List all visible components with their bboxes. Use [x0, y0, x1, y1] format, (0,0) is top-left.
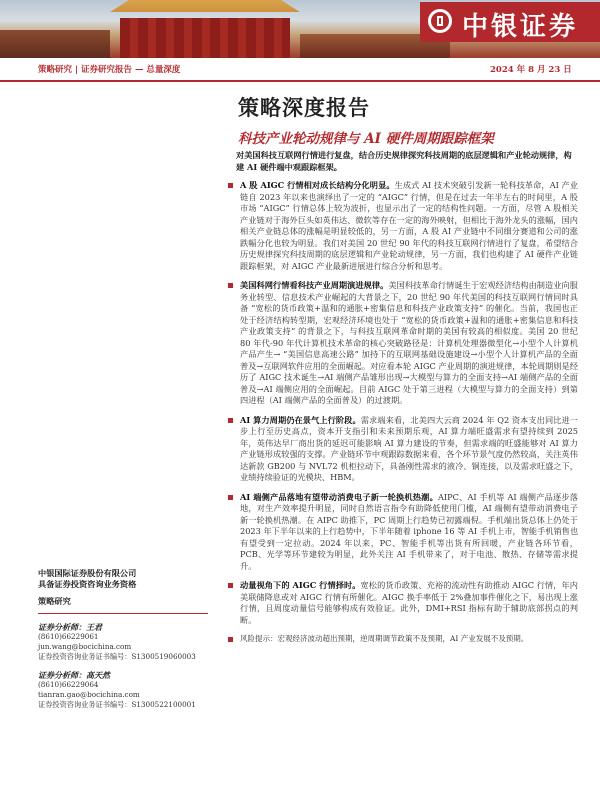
bullet-lead: 动量视角下的 AIGC 行情择时。: [240, 580, 361, 590]
analyst-sidebar: [38, 568, 208, 710]
research-type: 策略研究: [38, 596, 71, 606]
banner-building-left: [0, 30, 110, 58]
bullet-lead: A 股 AIGC 行情相对成长结构分化明显。: [240, 180, 395, 190]
bullet-lead: AI 算力周期仍在景气上行阶段。: [240, 414, 361, 425]
bullet-lead: 美国科网行情看科技产业周期演进规律。: [240, 280, 389, 290]
bullet-lead: AI 端侧产品落地有望带动消费电子新一轮换机热潮。: [240, 491, 438, 502]
page-title: 策略深度报告: [238, 95, 370, 120]
analyst-name: 证券分析师：高天然: [38, 670, 110, 680]
analyst-phone: (8610)66229064: [38, 680, 99, 689]
page-subtitle: 科技产业轮动规律与 AI 硬件周期跟踪框架: [238, 131, 494, 147]
report-header: [0, 58, 600, 82]
bullet-square-icon: [228, 283, 233, 288]
sidebar-divider: [38, 613, 208, 614]
summary-paragraph: 对美国科技互联网行情进行复盘，结合历史规律探究科技周期的底层逻辑和产业轮动规律，构建 AI 硬件端中观跟踪框架。: [236, 150, 572, 172]
banner-palace-hall: [120, 18, 290, 58]
bullet-square-icon: [228, 495, 233, 500]
analyst-card: [38, 622, 208, 662]
bullet-item: [226, 580, 578, 626]
bullet-item: [226, 492, 578, 573]
analyst-email[interactable]: jun.wang@bocichina.com: [38, 642, 132, 651]
analyst-phone: (8610)66229061: [38, 632, 99, 641]
bullet-text: 生成式 AI 技术突破引发新一轮科技革命，AI 产业链自 2023 年以来也演绎出了一定的 “AIGC” 行情，但是在过去一年半左右的时间里，A 股市场 “AIGC” 行情总体上较为波折，也显示出了一定的结构性问题。一方面，尽管 A 股相关产业链对于海外巨头如英伟达、微软等存在一定的海外映射，但相比于海外龙头的涨幅，国内相关产业链总体的涨幅是明显较低的，另一方面，A 股 AI 产业链中不同细分赛道和公司的涨跌幅分化也较为明显。我们对美国 20 世纪 90 年代的科技互联网行情进行了复盘，希望结合历史规律探究科技周期的底层逻辑和产业轮动规律，另一方面，我们也构建了 AI 硬件产业链跟踪框架，对 AIGC 产业最新进展进行综合分析和思考。: [240, 180, 578, 271]
bullet-item: [226, 415, 578, 484]
company-name: 中银国际证券股份有限公司 具备证券投资咨询业务资格: [38, 568, 137, 589]
analyst-card: [38, 670, 208, 710]
risk-note: [226, 634, 578, 645]
bullet-square-icon: [228, 183, 233, 188]
bank-logo-icon: [428, 9, 452, 33]
bullet-square-icon: [228, 583, 233, 588]
key-points: [226, 180, 578, 653]
analyst-cert: 证券投资咨询业务证书编号：S1300522100001: [38, 700, 196, 709]
bullet-item: [226, 180, 578, 272]
analyst-cert: 证券投资咨询业务证书编号：S1300519060003: [38, 652, 196, 661]
report-date: 2024 年 8 月 23 日: [490, 65, 572, 75]
bank-logo: [420, 2, 600, 42]
analyst-email[interactable]: tianran.gao@bocichina.com: [38, 690, 140, 699]
analyst-name: 证券分析师：王君: [38, 622, 102, 632]
risk-note-text: 风险提示：宏观经济波动超出预期，逆周期调节政策不及预期，AI 产业发展不及预期。: [240, 634, 529, 643]
bullet-text: 宽松的货币政策、充裕的流动性有助推动 AIGC 行情，年内美联储降息或对 AIGC 行情有所催化。AIGC 换手率低于 2%叠加事件催化之下，易出现上涨行情，且周度动量信号能够构成有效验证。此外，DMI+RSI 指标有助于辅助底部拐点的判断。: [240, 580, 578, 625]
bullet-square-icon: [228, 418, 233, 423]
header-banner: [0, 0, 600, 58]
bullet-square-icon: [228, 637, 233, 642]
bank-name: 中银证券: [462, 12, 579, 42]
bullet-text: 美国科技革命行情诞生于宏观经济结构由制造业向服务业转型、信息技术产业崛起的大背景之下，20 世纪 90 年代美国的科技互联网行情同时具备 “宽松的货币政策+温和的通胀+密集信息和科技产业政策支持” 的催化。当前，我国也正处于经济结构转型期，宏观经济环境也处于 “宽松的货币政策+温和的通胀+密集信息和科技产业政策支持” 的背景之下，与科技互联网革命时期的美国有较高的相似度。美国 20 世纪 80 年代-90 年代计算机技术革命的核心突破路径是：计算机处理器微型化→小型个人计算机产品产生→ “美国信息高速公路” 加持下的互联网基础设施建设→小型个人计算机产品的全面普及→互联网软件应用的全面崛起。对应看本轮 AIGC 产业周期的演进规律，本轮周期则是经历了 AIGC 技术诞生→AI 端侧产品雏形出现→大模型与算力的全面支持→AI 端侧产品的全面普及→AI 端侧应用的全面崛起。目前 AIGC 处于第三进程（大模型与算力的全面支持）到第四进程（AI 端侧产品的全面普及）的过渡期。: [240, 280, 578, 405]
bullet-text: AIPC、AI 手机等 AI 端侧产品逐步落地，对生产效率提升明显，同时自然语言指令有助降低使用门槛，AI 端侧有望带动消费电子新一轮换机热潮。在 AIPC 助推下，PC 周期上行趋势已初露端倪。手机端出货总体上仍处于 2023 年下半年以来的上行趋势中，下半年随着 iphone 16 等 AI 手机上市，智能手机销售也有望受到一定拉动。2024 年以来，PC、智能手机等出货有所回暖，产业链各环节看，PCB、光学等环节建较为明显，此外关注 AI 手机带来了，对于电池、散热、存储等需求提升。: [240, 491, 579, 571]
bullet-item: [226, 280, 578, 407]
report-category: 策略研究 | 证券研究报告 — 总量深度: [38, 65, 181, 75]
bullet-text: 需求端来看，北美四大云商 2024 年 Q2 资本支出同比进一步上行至历史高点，资本开支指引和未来预期乐观，AI 算力端旺盛需求有望持续到 2025 年，英伟达早厂商出货的延迟可能影响 AI 算力建设的节奏，但需求端的旺盛能够对 AI 算力产业链形成较强的支撑。产业链环节中观跟踪数据来看，各个环节景气度仍然较高，关注英伟达新款 GB200 与 NVL72 机柜拉动下，具备刚性需求的液冷、铜连接，以及需求旺盛之下，业绩持续验证的光模块、HBM。: [240, 414, 578, 482]
